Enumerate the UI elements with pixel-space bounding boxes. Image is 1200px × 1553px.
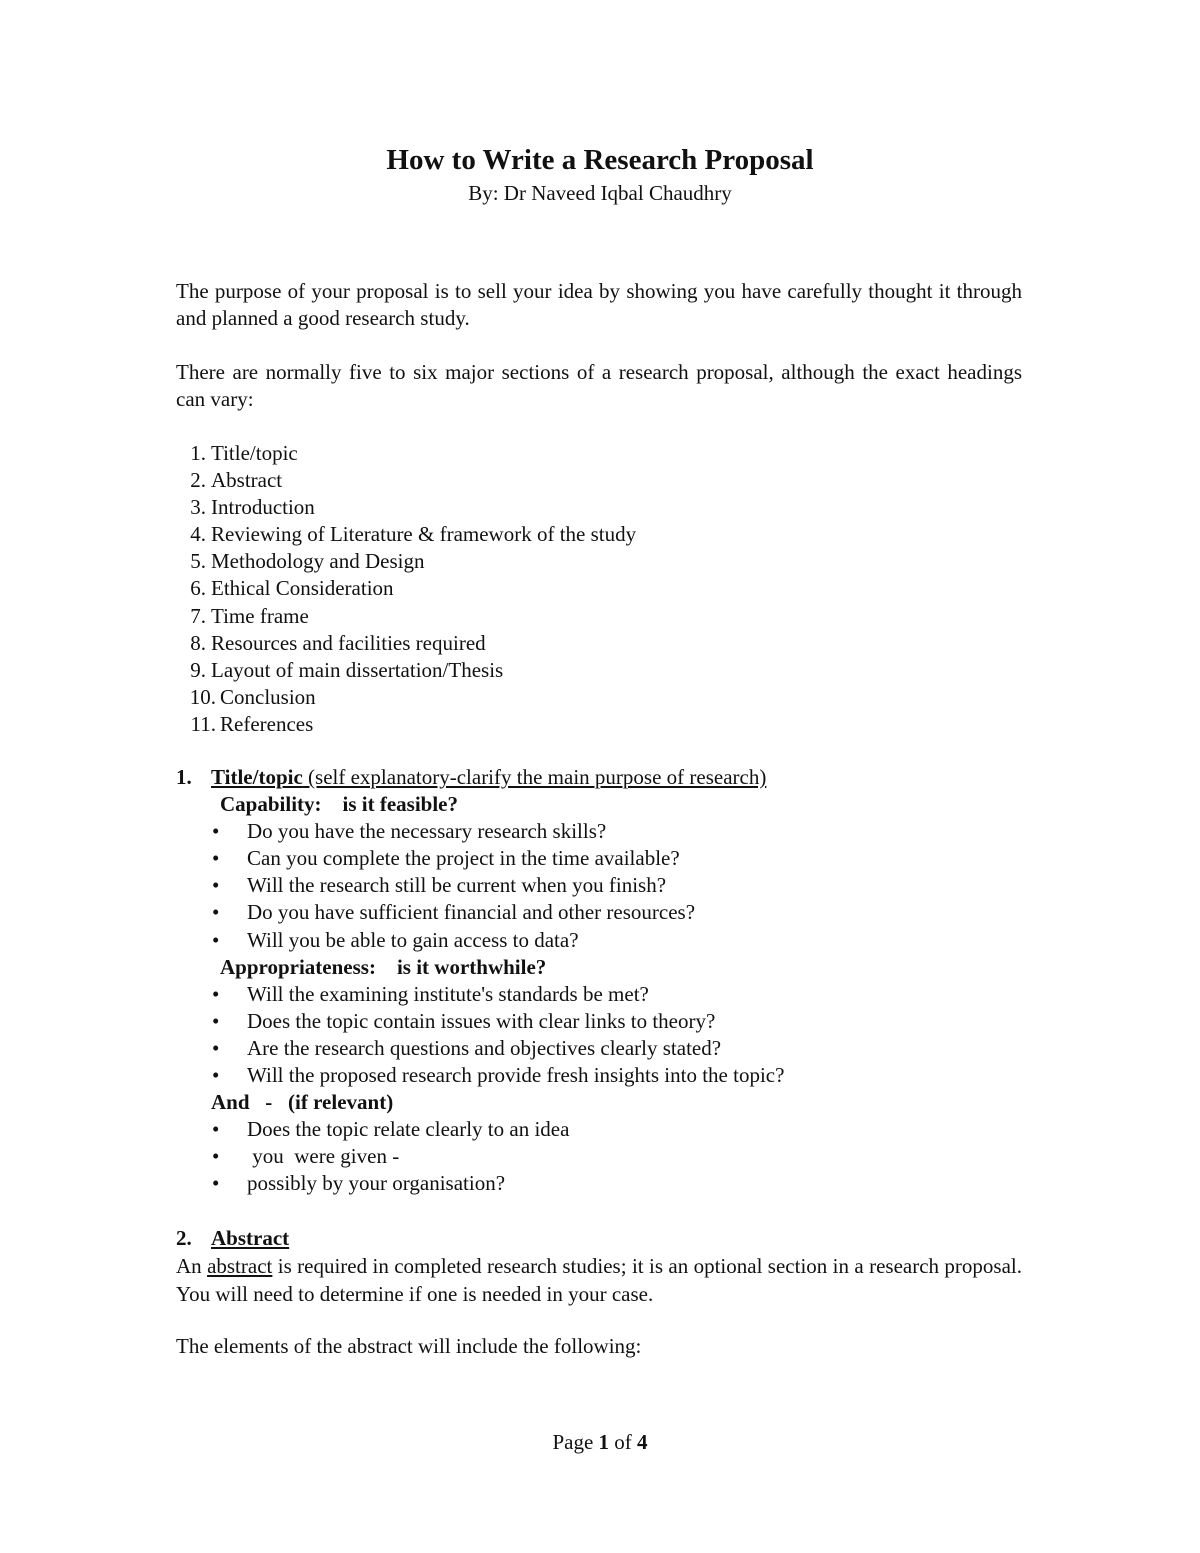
list-label: Title/topic [211,441,298,465]
section-heading [176,1224,1022,1252]
bullet-text: possibly by your organisation? [247,1171,506,1196]
list-number: 9. [190,657,206,682]
bullet-item [176,1062,1036,1089]
section-abstract [176,1224,1022,1308]
bullet-text: Do you have the necessary research skills? [247,819,607,844]
abstract-para-start: An [176,1254,208,1278]
and-label: And [211,1090,250,1115]
document-author: By: Dr Naveed Iqbal Chaudhry [468,181,732,205]
bullet-dot: • [212,1117,220,1142]
sections-list [176,440,636,738]
bullet-dot: • [212,1144,220,1169]
footer-of-word: of [614,1430,632,1454]
bullet-dot: • [212,900,220,925]
bullet-dot: • [212,1035,220,1060]
section-title-topic [176,764,1036,1198]
appropriateness-subheading [176,954,1036,981]
sections-list-item [176,630,636,657]
list-number: 2. [190,468,206,493]
footer-page-total: 4 [637,1430,648,1454]
list-label: Conclusion [220,684,316,709]
abstract-paragraph [176,1252,1022,1308]
sections-list-item [176,684,636,711]
sections-list-item [176,494,636,521]
list-number: 6. [190,576,206,601]
bullet-dot: • [212,1171,220,1196]
list-number: 4. [190,522,206,547]
list-number: 7. [190,603,206,628]
sections-list-item [176,440,636,467]
bullet-item [176,1143,1036,1170]
bullet-text: Will the proposed research provide fresh insights into the topic? [247,1063,785,1088]
bullet-dot: • [212,981,220,1006]
section-heading-text: Abstract [211,1226,290,1250]
appropriateness-question: is it worthwhile? [396,954,547,979]
and-bullets [176,1116,1036,1197]
bullet-item [176,1170,1036,1197]
appropriateness-bullets [176,981,1036,1089]
sections-list-item [176,467,636,494]
bullet-item [176,899,1036,926]
section-number: 1. [176,765,192,789]
bullet-dot: • [212,927,220,952]
intro-paragraph-1: The purpose of your proposal is to sell your idea by showing you have carefully thought it through and planned a good research study. [176,279,1022,330]
section-heading-text: Title/topic [211,765,303,789]
bullet-text: Can you complete the project in the time available? [247,846,680,871]
sections-list-item [176,521,636,548]
list-label: Reviewing of Literature & framework of the study [211,522,637,547]
abstract-para-rest: is required in completed research studies; it is an optional section in a research proposal. You will need to determine if one is needed in your case. [176,1254,1022,1306]
document-title: How to Write a Research Proposal [386,144,814,176]
list-label: Abstract [211,468,283,493]
capability-bullets [176,818,1036,953]
bullet-item [176,872,1036,899]
list-label: Methodology and Design [211,549,425,574]
bullet-item [176,1008,1036,1035]
page-footer [0,1429,1200,1456]
intro-paragraph-2: There are normally five to six major sections of a research proposal, although the exact headings can vary: [176,360,1022,411]
bullet-text: Does the topic contain issues with clear links to theory? [247,1008,716,1033]
list-number: 5. [190,549,206,574]
bullet-text: Does the topic relate clearly to an idea [247,1117,570,1142]
footer-page-word: Page [552,1430,594,1454]
list-label: Resources and facilities required [211,630,486,655]
sections-list-item [176,548,636,575]
bullet-dot: • [212,873,220,898]
and-note: (if relevant) [288,1090,394,1115]
list-label: References [220,711,314,736]
list-label: Introduction [211,495,315,520]
and-dash: - [265,1090,273,1115]
bullet-dot: • [212,819,220,844]
list-number: 1. [190,441,206,465]
bullet-dot: • [212,846,220,871]
sections-list-item [176,711,636,738]
abstract-link-word: abstract [207,1254,273,1278]
bullet-item [176,927,1036,954]
bullet-text: Do you have sufficient financial and other resources? [247,900,696,925]
capability-label: Capability: [220,792,322,817]
and-subheading [176,1089,1036,1116]
bullet-item [176,818,1036,845]
bullet-item [176,845,1036,872]
bullet-item [176,981,1036,1008]
abstract-elements-intro: The elements of the abstract will include the following: [176,1334,642,1358]
section-number: 2. [176,1226,192,1250]
capability-question: is it feasible? [342,792,459,817]
list-label: Layout of main dissertation/Thesis [211,657,504,682]
list-number: 8. [190,630,206,655]
bullet-text: Will you be able to gain access to data? [247,927,579,952]
bullet-text: Will the research still be current when you finish? [247,873,667,898]
list-number: 10. [189,684,216,709]
list-label: Ethical Consideration [211,576,394,601]
footer-page-number: 1 [598,1430,610,1454]
capability-subheading [176,791,1036,818]
list-number: 11. [190,711,216,736]
sections-list-item [176,603,636,630]
bullet-text: Will the examining institute's standards be met? [247,981,649,1006]
bullet-dot: • [212,1063,220,1088]
appropriateness-label: Appropriateness: [220,954,376,979]
list-number: 3. [190,495,206,520]
section-heading-note: (self explanatory-clarify the main purpose of research) [302,765,767,789]
sections-list-item [176,575,636,602]
list-label: Time frame [211,603,309,628]
sections-list-item [176,657,636,684]
bullet-text: you were given - [247,1144,400,1169]
bullet-text: Are the research questions and objectives clearly stated? [247,1035,722,1060]
bullet-item [176,1116,1036,1143]
section-heading [176,764,1036,791]
bullet-dot: • [212,1008,220,1033]
bullet-item [176,1035,1036,1062]
